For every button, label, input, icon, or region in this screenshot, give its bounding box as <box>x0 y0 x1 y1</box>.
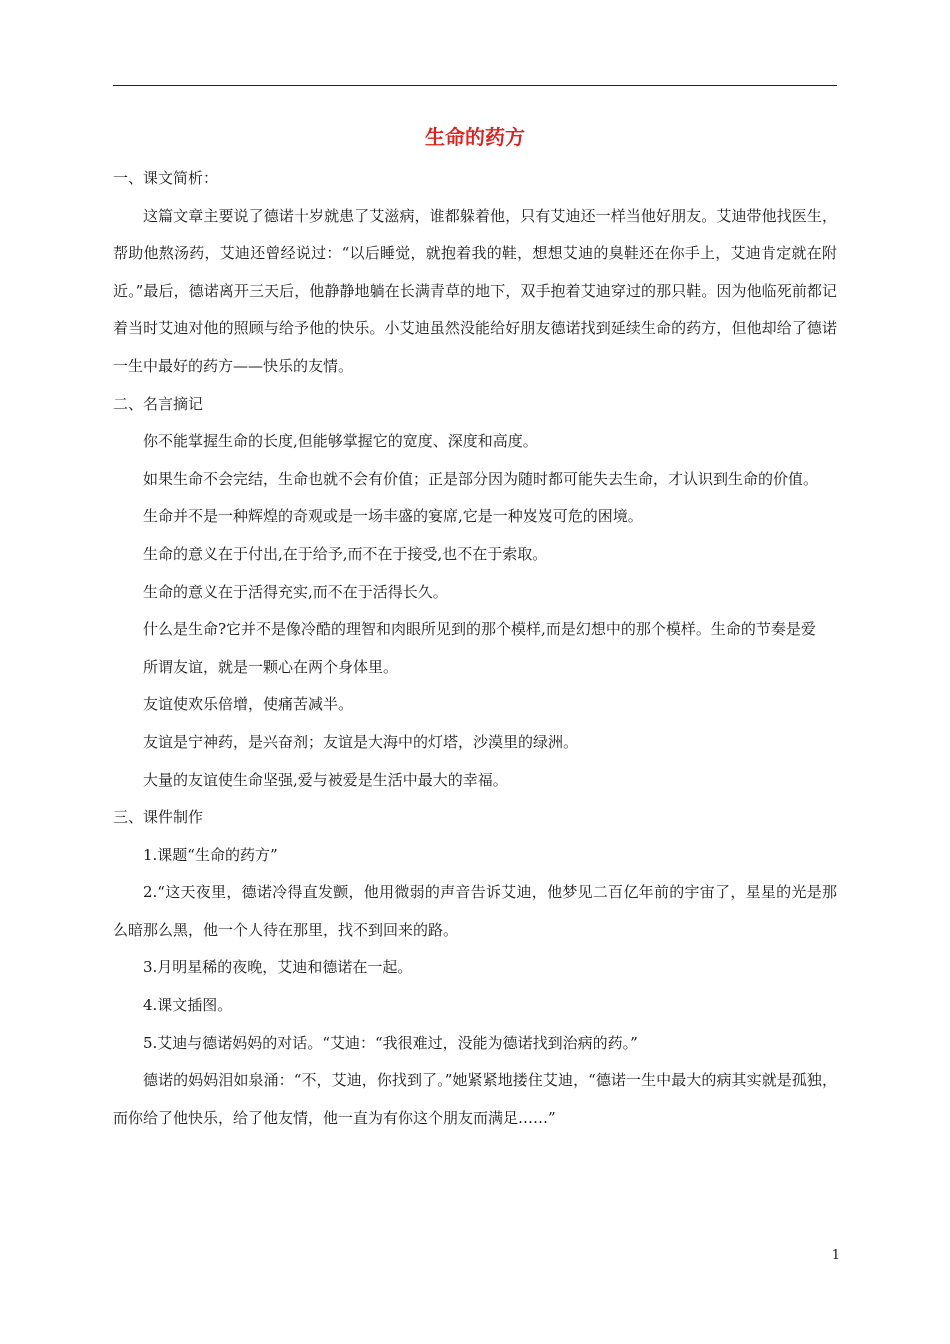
courseware-item: 3.月明星稀的夜晚，艾迪和德诺在一起。 <box>143 958 413 977</box>
quote-item: 友谊是宁神药，是兴奋剂；友谊是大海中的灯塔，沙漠里的绿洲。 <box>143 732 579 751</box>
quote-item: 友谊使欢乐倍增，使痛苦减半。 <box>143 695 354 714</box>
quote-item: 什么是生命?它并不是像冷酷的理智和肉眼所见到的那个模样,而是幻想中的那个模样。生命的节奏是爱 <box>143 620 816 639</box>
courseware-item: 1.课题“生命的药方” <box>143 845 278 864</box>
page-title: 生命的药方 <box>425 125 525 149</box>
quote-item: 生命并不是一种辉煌的奇观或是一场丰盛的宴席,它是一种岌岌可危的困境。 <box>143 507 643 526</box>
page-number: 1 <box>831 1248 840 1263</box>
quote-item: 大量的友谊使生命坚强,爱与被爱是生活中最大的幸福。 <box>143 770 508 789</box>
quote-item: 生命的意义在于付出,在于给予,而不在于接受,也不在于索取。 <box>143 544 548 563</box>
header-rule <box>113 85 837 86</box>
section-heading-quotes: 二、名言摘记 <box>113 394 204 413</box>
quote-item: 所谓友谊，就是一颗心在两个身体里。 <box>143 657 399 676</box>
quote-item: 生命的意义在于活得充实,而不在于活得长久。 <box>143 582 448 601</box>
section-heading-courseware: 三、课件制作 <box>113 808 204 827</box>
courseware-item: 德诺的妈妈泪如泉涌：“不，艾迪，你找到了。”她紧紧地搂住艾迪，“德诺一生中最大的病其实就是孤独，而你给了他快乐，给了他友情，他一直为有你这个朋友而满足……” <box>113 1071 837 1127</box>
section-heading-analysis: 一、课文简析： <box>113 169 219 187</box>
analysis-paragraph: 这篇文章主要说了德诺十岁就患了艾滋病，谁都躲着他，只有艾迪还一样当他好朋友。艾迪带他找医生，帮助他熬汤药，艾迪还曾经说过：“以后睡觉，就抱着我的鞋，想想艾迪的臭鞋还在你手上，艾迪肯定就在附近。”最后，德诺离开三天后，他静静地躺在长满青草的地下，双手抱着艾迪穿过的那只鞋。因为他临死前都记着当时艾迪对他的照顾与给予他的快乐。小艾迪虽然没能给好朋友德诺找到延续生命的药方，但他却给了德诺一生中最好的药方——快乐的友情。 <box>113 206 837 375</box>
quote-item: 如果生命不会完结，生命也就不会有价值；正是部分因为随时都可能失去生命，才认识到生命的价值。 <box>143 469 819 488</box>
quote-item: 你不能掌握生命的长度,但能够掌握它的宽度、深度和高度。 <box>143 432 538 451</box>
courseware-item: 2.“这天夜里，德诺冷得直发颤，他用微弱的声音告诉艾迪，他梦见二百亿年前的宇宙了，星星的光是那么暗那么黑，他一个人待在那里，找不到回来的路。 <box>113 883 837 939</box>
courseware-item: 4.课文插图。 <box>143 996 233 1015</box>
courseware-item: 5.艾迪与德诺妈妈的对话。“艾迪：“我很难过，没能为德诺找到治病的药。” <box>143 1033 638 1052</box>
document-body <box>113 160 837 1137</box>
